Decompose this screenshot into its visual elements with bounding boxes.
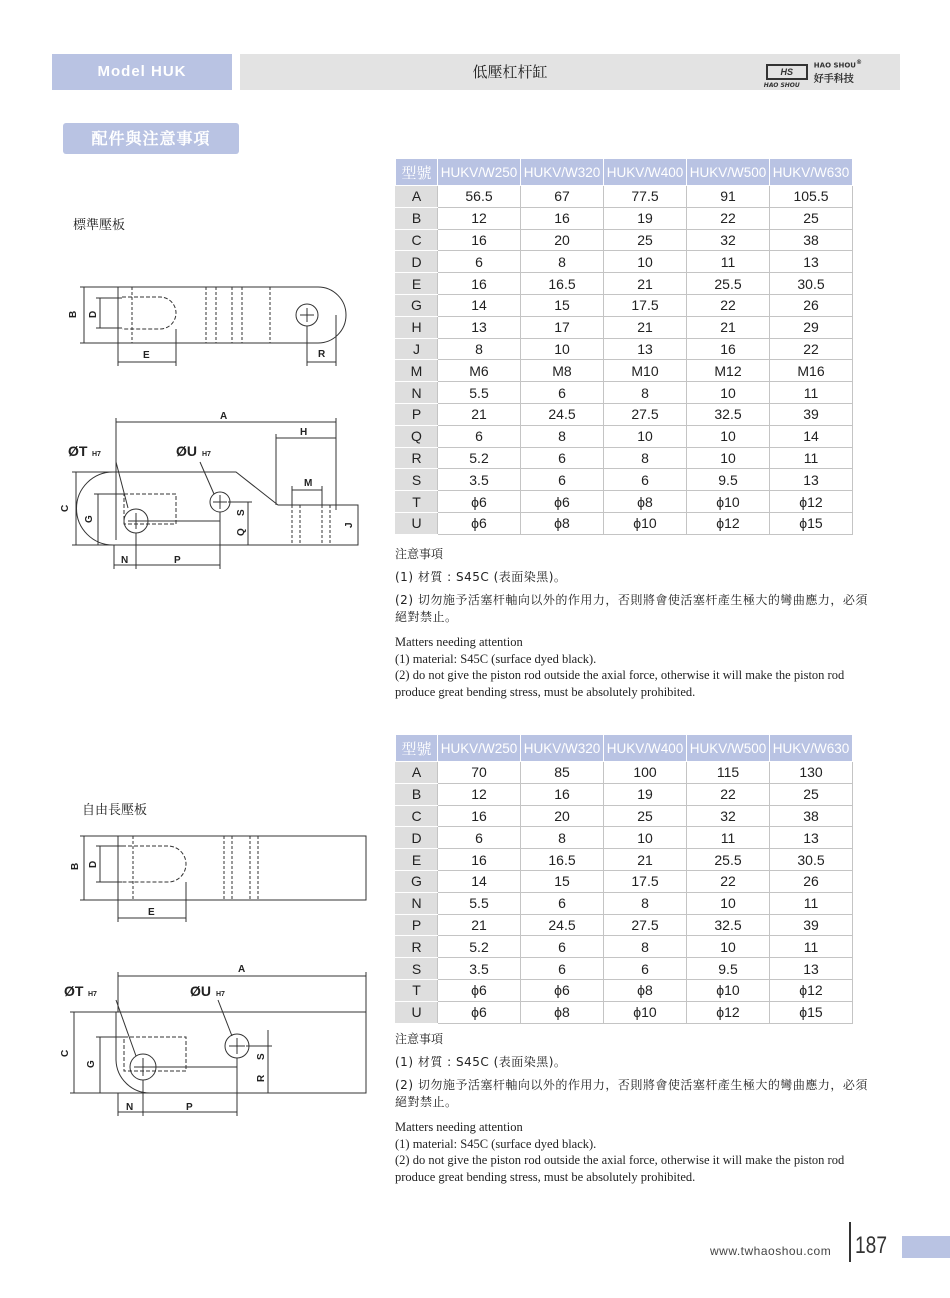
row-label: G	[396, 870, 438, 892]
table-cell: 12	[438, 783, 521, 805]
row-label: S	[396, 958, 438, 980]
column-header: HUKV/W250	[438, 159, 521, 186]
table-cell: 32	[687, 805, 770, 827]
table-cell: 29	[770, 316, 853, 338]
table-cell: 67	[521, 186, 604, 208]
row-label: A	[396, 186, 438, 208]
table-cell: 8	[438, 338, 521, 360]
brand-name-en: HAO SHOU®	[813, 59, 862, 70]
table-cell: 5.5	[438, 892, 521, 914]
dim-q-1: R	[318, 349, 326, 360]
model-header-cell: 型號	[396, 735, 438, 762]
table-row	[396, 251, 853, 273]
table-cell: 13	[604, 338, 687, 360]
dim-s-1: S	[236, 509, 247, 516]
notes-en-heading: Matters needing attention	[395, 635, 523, 649]
table-cell: 8	[521, 425, 604, 447]
table-row	[396, 273, 853, 295]
table-cell: 77.5	[604, 186, 687, 208]
notes-free-length	[395, 1030, 875, 1185]
table-row	[396, 186, 853, 208]
row-label: D	[396, 251, 438, 273]
table-cell: 16	[687, 338, 770, 360]
table-cell: 14	[438, 870, 521, 892]
table-cell: ϕ10	[604, 512, 687, 534]
dim-n-2: N	[126, 1102, 134, 1113]
row-label: G	[396, 294, 438, 316]
notes-heading: 注意事項	[395, 547, 444, 561]
table-cell: 22	[687, 294, 770, 316]
footer-accent-bar	[902, 1236, 950, 1258]
table-cell: ϕ12	[687, 512, 770, 534]
table-cell: 22	[770, 338, 853, 360]
table-cell: M10	[604, 360, 687, 382]
table-cell: 17.5	[604, 294, 687, 316]
dim-h-1: H	[300, 427, 308, 438]
dim-b-1: B	[68, 310, 79, 318]
table-cell: 16	[438, 273, 521, 295]
table-cell: 15	[521, 870, 604, 892]
table-cell: 16	[521, 783, 604, 805]
column-header: HUKV/W630	[770, 159, 853, 186]
table-cell: M8	[521, 360, 604, 382]
table-cell: 8	[604, 892, 687, 914]
table-cell: 24.5	[521, 914, 604, 936]
table-cell: 6	[438, 251, 521, 273]
dim-r-2: R	[256, 1074, 267, 1082]
table-cell: ϕ6	[438, 979, 521, 1001]
table-cell: 85	[521, 762, 604, 784]
table-cell: 24.5	[521, 403, 604, 425]
table-cell: ϕ8	[604, 979, 687, 1001]
table-cell: 3.5	[438, 469, 521, 491]
notes-zh-1: (1) 材質 : S45C (表面染黑)。	[395, 570, 567, 584]
dim-g-1: G	[84, 515, 95, 523]
table-cell: 27.5	[604, 914, 687, 936]
dim-e-1: E	[143, 350, 150, 361]
row-label: C	[396, 229, 438, 251]
table-cell: 25	[604, 805, 687, 827]
table-row	[396, 512, 853, 534]
table-row	[396, 403, 853, 425]
table-cell: 13	[770, 958, 853, 980]
table-cell: 6	[521, 382, 604, 404]
table-cell: 15	[521, 294, 604, 316]
table-cell: 20	[521, 229, 604, 251]
table-cell: M16	[770, 360, 853, 382]
model-header-cell: 型號	[396, 159, 438, 186]
table-row	[396, 294, 853, 316]
model-label: Model HUK	[52, 54, 232, 90]
table-cell: 21	[687, 316, 770, 338]
dim-a-1: A	[220, 411, 228, 422]
table-row	[396, 229, 853, 251]
table-cell: ϕ10	[687, 491, 770, 513]
column-header: HUKV/W630	[770, 735, 853, 762]
table-cell: 13	[770, 251, 853, 273]
table-cell: 22	[687, 870, 770, 892]
table-cell: 8	[604, 447, 687, 469]
table-cell: 16	[438, 805, 521, 827]
table-row	[396, 870, 853, 892]
table-cell: 8	[521, 827, 604, 849]
table-row	[396, 360, 853, 382]
table-cell: 5.2	[438, 447, 521, 469]
row-label: U	[396, 1001, 438, 1023]
table-row	[396, 1001, 853, 1023]
row-label: R	[396, 936, 438, 958]
table-cell: ϕ10	[687, 979, 770, 1001]
hole-u-label-2: ØU	[190, 983, 211, 999]
dim-g-2: G	[86, 1060, 97, 1068]
notes-en-2: (2) do not give the piston rod outside the axial force, otherwise it will make the piston rod produce great bending stress, must be absolutely prohibited.	[395, 668, 845, 699]
row-label: M	[396, 360, 438, 382]
row-label: P	[396, 403, 438, 425]
hole-u-label-1: ØU	[176, 443, 197, 459]
section-title: 配件與注意事項	[63, 123, 239, 154]
notes-zh-2: (2) 切勿施予活塞杆軸向以外的作用力，否則將會使活塞杆產生極大的彎曲應力，必須絕對禁止。	[395, 593, 868, 624]
table-cell: 6	[438, 827, 521, 849]
row-label: U	[396, 512, 438, 534]
table-cell: 30.5	[770, 273, 853, 295]
table-cell: 10	[604, 251, 687, 273]
table-cell: 16	[438, 849, 521, 871]
table-cell: 11	[770, 892, 853, 914]
table-cell: 12	[438, 207, 521, 229]
table-cell: 8	[521, 251, 604, 273]
logo-mark-sub: HAO SHOU	[763, 82, 800, 89]
table-cell: ϕ12	[687, 1001, 770, 1023]
table-cell: 10	[687, 892, 770, 914]
table-cell: 10	[521, 338, 604, 360]
table-row	[396, 979, 853, 1001]
table-cell: 3.5	[438, 958, 521, 980]
hole-t-label-2: ØT	[64, 983, 84, 999]
table-cell: 11	[770, 447, 853, 469]
table-cell: 25	[604, 229, 687, 251]
table-cell: ϕ15	[770, 512, 853, 534]
table-row	[396, 425, 853, 447]
dim-s-2: S	[256, 1053, 267, 1060]
notes-en-1: (1) material: S45C (surface dyed black).	[395, 651, 597, 666]
column-header: HUKV/W320	[521, 735, 604, 762]
row-label: Q	[396, 425, 438, 447]
table-cell: 38	[770, 805, 853, 827]
column-header: HUKV/W400	[604, 735, 687, 762]
table-cell: 13	[770, 469, 853, 491]
table-cell: ϕ15	[770, 1001, 853, 1023]
notes-en-1: (1) material: S45C (surface dyed black).	[395, 1136, 597, 1151]
table-cell: 105.5	[770, 186, 853, 208]
table-row	[396, 892, 853, 914]
table-cell: 10	[604, 425, 687, 447]
table-cell: 19	[604, 783, 687, 805]
dim-e-2: E	[148, 907, 155, 918]
dim-c-2: C	[60, 1049, 71, 1057]
table-cell: 26	[770, 870, 853, 892]
table-cell: ϕ8	[521, 1001, 604, 1023]
hole-t-label-1: ØT	[68, 443, 88, 459]
row-label: J	[396, 338, 438, 360]
table-cell: ϕ6	[521, 979, 604, 1001]
hole-u-tol-1: H7	[202, 451, 211, 458]
column-header: HUKV/W500	[687, 735, 770, 762]
plate-label-free-length: 自由長壓板	[82, 803, 148, 818]
table-cell: 11	[687, 827, 770, 849]
page-number: 187	[855, 1232, 888, 1259]
table-cell: 11	[770, 382, 853, 404]
table-row	[396, 338, 853, 360]
table-row	[396, 936, 853, 958]
table-row	[396, 827, 853, 849]
row-label: D	[396, 827, 438, 849]
table-cell: 6	[521, 469, 604, 491]
table-cell: 115	[687, 762, 770, 784]
row-label: H	[396, 316, 438, 338]
column-header: HUKV/W400	[604, 159, 687, 186]
dim-c-1: C	[60, 504, 71, 512]
table-cell: 16.5	[521, 273, 604, 295]
table-cell: ϕ10	[604, 1001, 687, 1023]
table-cell: 10	[687, 425, 770, 447]
table-cell: 14	[770, 425, 853, 447]
row-label: T	[396, 979, 438, 1001]
row-label: E	[396, 273, 438, 295]
table-cell: 91	[687, 186, 770, 208]
table-cell: 25.5	[687, 849, 770, 871]
table-cell: 25.5	[687, 273, 770, 295]
table-cell: 26	[770, 294, 853, 316]
table-cell: 13	[438, 316, 521, 338]
table-row	[396, 805, 853, 827]
column-header: HUKV/W500	[687, 159, 770, 186]
notes-en-heading: Matters needing attention	[395, 1120, 523, 1134]
table-cell: ϕ8	[604, 491, 687, 513]
table-cell: 21	[604, 849, 687, 871]
table-row	[396, 762, 853, 784]
table-cell: 5.2	[438, 936, 521, 958]
table-cell: 21	[438, 914, 521, 936]
table-row	[396, 469, 853, 491]
table-row	[396, 849, 853, 871]
table-cell: 17.5	[604, 870, 687, 892]
table-cell: 6	[521, 447, 604, 469]
table-cell: 16	[438, 229, 521, 251]
table-row	[396, 447, 853, 469]
row-label: E	[396, 849, 438, 871]
table-cell: 8	[604, 936, 687, 958]
table-cell: 11	[770, 936, 853, 958]
table-cell: 6	[521, 892, 604, 914]
table-cell: 10	[687, 936, 770, 958]
table-cell: 14	[438, 294, 521, 316]
table-cell: 100	[604, 762, 687, 784]
free-length-plate-top-view	[80, 836, 366, 922]
spec-table-standard	[395, 158, 853, 535]
dim-d-2: D	[88, 860, 99, 868]
table-cell: 9.5	[687, 469, 770, 491]
table-cell: 32.5	[687, 914, 770, 936]
dim-m-1: M	[304, 478, 313, 489]
table-row	[396, 783, 853, 805]
table-cell: 10	[687, 447, 770, 469]
dim-d-1: D	[88, 310, 99, 318]
table-cell: 11	[687, 251, 770, 273]
table-cell: 38	[770, 229, 853, 251]
table-cell: ϕ8	[521, 512, 604, 534]
notes-heading: 注意事項	[395, 1032, 444, 1046]
table-cell: ϕ6	[521, 491, 604, 513]
table-cell: 8	[604, 382, 687, 404]
dim-n-1: N	[121, 555, 129, 566]
footer-url: www.twhaoshou.com	[710, 1244, 832, 1258]
table-cell: ϕ12	[770, 491, 853, 513]
table-row	[396, 914, 853, 936]
row-label: C	[396, 805, 438, 827]
dim-a-2: A	[238, 964, 246, 975]
table-cell: 6	[604, 469, 687, 491]
table-cell: 130	[770, 762, 853, 784]
table-cell: M6	[438, 360, 521, 382]
table-cell: 22	[687, 207, 770, 229]
table-cell: 32	[687, 229, 770, 251]
table-header-row	[396, 159, 853, 186]
table-cell: 10	[687, 382, 770, 404]
row-label: N	[396, 892, 438, 914]
brand-name-zh: 好手科技	[813, 73, 854, 85]
table-row	[396, 316, 853, 338]
table-cell: 39	[770, 914, 853, 936]
dim-b-2: B	[70, 862, 81, 870]
column-header: HUKV/W320	[521, 159, 604, 186]
table-cell: 22	[687, 783, 770, 805]
plate-label-standard: 標準壓板	[73, 218, 126, 233]
notes-zh-1: (1) 材質 : S45C (表面染黑)。	[395, 1055, 567, 1069]
notes-standard	[395, 545, 875, 700]
hole-t-tol-2: H7	[88, 991, 97, 998]
table-cell: 9.5	[687, 958, 770, 980]
page-title: 低壓杠杆缸	[472, 63, 548, 81]
table-cell: 10	[604, 827, 687, 849]
table-cell: 21	[438, 403, 521, 425]
table-cell: 39	[770, 403, 853, 425]
notes-en-2: (2) do not give the piston rod outside the axial force, otherwise it will make the piston rod produce great bending stress, must be absolutely prohibited.	[395, 1153, 845, 1184]
row-label: T	[396, 491, 438, 513]
notes-zh-2: (2) 切勿施予活塞杆軸向以外的作用力，否則將會使活塞杆產生極大的彎曲應力，必須絕對禁止。	[395, 1078, 868, 1109]
table-row	[396, 207, 853, 229]
table-cell: 5.5	[438, 382, 521, 404]
dim-p-2: P	[186, 1102, 193, 1113]
table-row	[396, 382, 853, 404]
table-cell: 6	[604, 958, 687, 980]
table-cell: 6	[521, 936, 604, 958]
footer-divider	[849, 1222, 851, 1262]
table-cell: 30.5	[770, 849, 853, 871]
hole-t-tol-1: H7	[92, 451, 101, 458]
table-header-row	[396, 735, 853, 762]
table-cell: 25	[770, 207, 853, 229]
table-cell: 19	[604, 207, 687, 229]
dim-p-1: P	[174, 555, 181, 566]
row-label: R	[396, 447, 438, 469]
table-cell: M12	[687, 360, 770, 382]
table-cell: 20	[521, 805, 604, 827]
table-cell: 6	[521, 958, 604, 980]
table-cell: 32.5	[687, 403, 770, 425]
table-cell: 16.5	[521, 849, 604, 871]
row-label: B	[396, 783, 438, 805]
dim-r-1: Q	[236, 528, 247, 536]
table-cell: 13	[770, 827, 853, 849]
table-cell: 27.5	[604, 403, 687, 425]
spec-table-free-length	[395, 734, 853, 1024]
table-cell: ϕ6	[438, 491, 521, 513]
row-label: N	[396, 382, 438, 404]
row-label: B	[396, 207, 438, 229]
table-row	[396, 491, 853, 513]
table-cell: ϕ6	[438, 1001, 521, 1023]
table-cell: ϕ6	[438, 512, 521, 534]
standard-plate-side-view	[72, 418, 358, 569]
dim-j-1: J	[344, 522, 355, 528]
table-cell: 6	[438, 425, 521, 447]
row-label: P	[396, 914, 438, 936]
table-row	[396, 958, 853, 980]
table-cell: 17	[521, 316, 604, 338]
table-cell: 56.5	[438, 186, 521, 208]
hole-u-tol-2: H7	[216, 991, 225, 998]
table-cell: 16	[521, 207, 604, 229]
table-cell: ϕ12	[770, 979, 853, 1001]
table-cell: 25	[770, 783, 853, 805]
hs-logo-mark: HS	[766, 64, 808, 80]
row-label: S	[396, 469, 438, 491]
row-label: A	[396, 762, 438, 784]
column-header: HUKV/W250	[438, 735, 521, 762]
table-cell: 21	[604, 273, 687, 295]
table-cell: 21	[604, 316, 687, 338]
table-cell: 70	[438, 762, 521, 784]
standard-plate-top-view	[80, 287, 346, 366]
